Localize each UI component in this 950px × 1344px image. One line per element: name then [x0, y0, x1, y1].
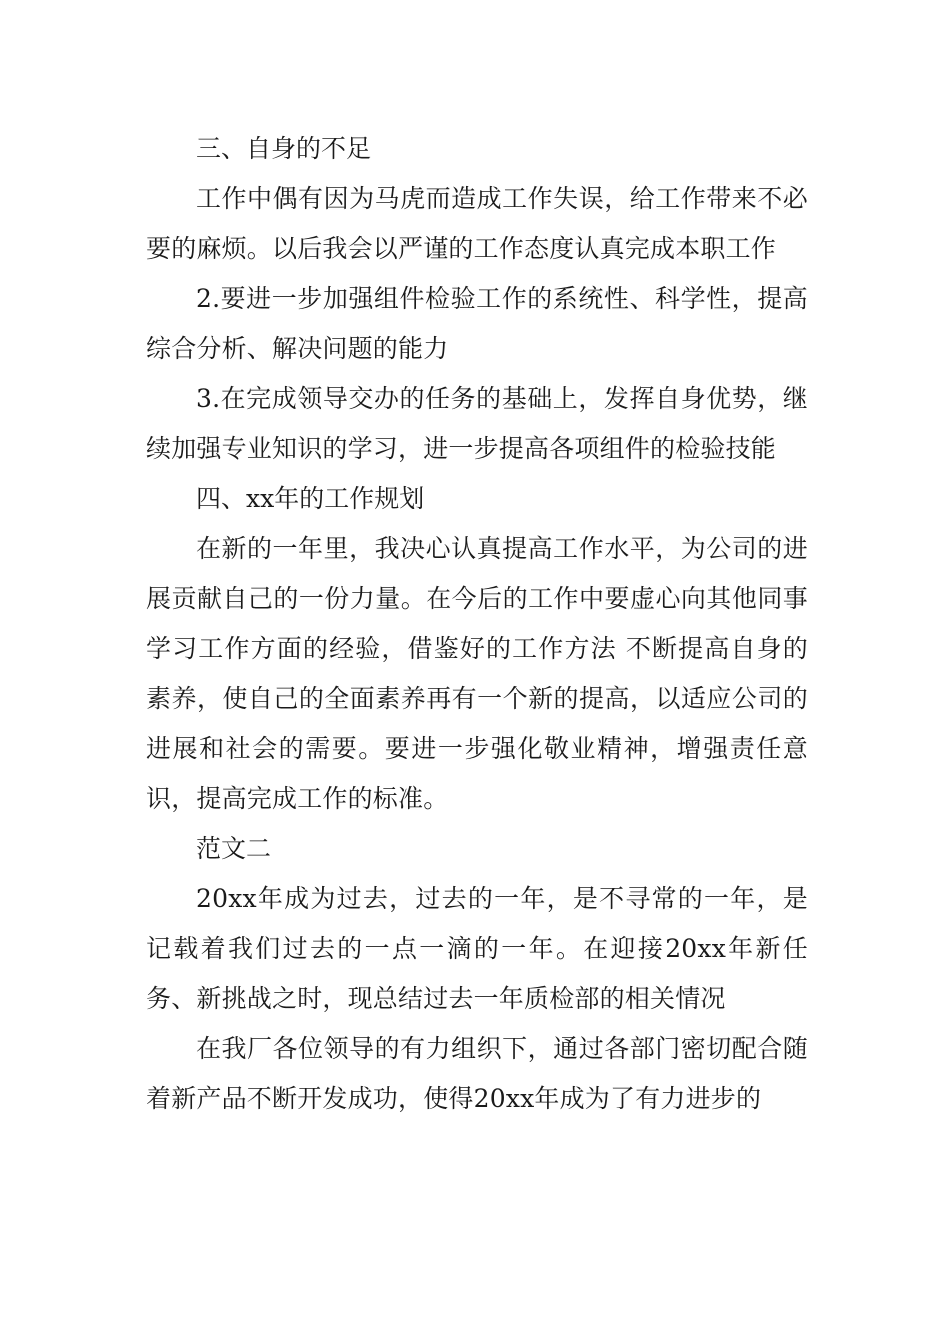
- paragraph-year-summary: 20xx年成为过去，过去的一年，是不寻常的一年，是记载着我们过去的一点一滴的一年。在迎接20xx年新任务、新挑战之时，现总结过去一年质检部的相关情况: [146, 884, 808, 1013]
- paragraph-work-mistakes: 工作中偶有因为马虎而造成工作失误，给工作带来不必要的麻烦。以后我会以严谨的工作态度认真完成本职工作: [146, 184, 808, 263]
- section-heading-shortcomings: 三、自身的不足: [196, 134, 372, 163]
- paragraph-factory-progress: 在我厂各位领导的有力组织下，通过各部门密切配合随着新产品不断开发成功，使得20xx年成为了有力进步的: [146, 1034, 808, 1113]
- document-body: [146, 124, 808, 1124]
- paragraph-item-3: 3.在完成领导交办的任务的基础上，发挥自身优势，继续加强专业知识的学习，进一步提高各项组件的检验技能: [146, 384, 808, 463]
- paragraph-new-year-plan: 在新的一年里，我决心认真提高工作水平，为公司的进展贡献自己的一份力量。在今后的工作中要虚心向其他同事学习工作方面的经验，借鉴好的工作方法 不断提高自身的素养，使自己的全面素养再有一个新的提高，以适应公司的进展和社会的需要。要进一步强化敬业精神，增强责任意识，提高完成工作的标准。: [146, 534, 808, 813]
- section-heading-sample-two: 范文二: [196, 834, 272, 863]
- paragraph-item-2: 2.要进一步加强组件检验工作的系统性、科学性，提高综合分析、解决问题的能力: [146, 284, 808, 363]
- section-heading-work-plan: 四、xx年的工作规划: [196, 484, 425, 513]
